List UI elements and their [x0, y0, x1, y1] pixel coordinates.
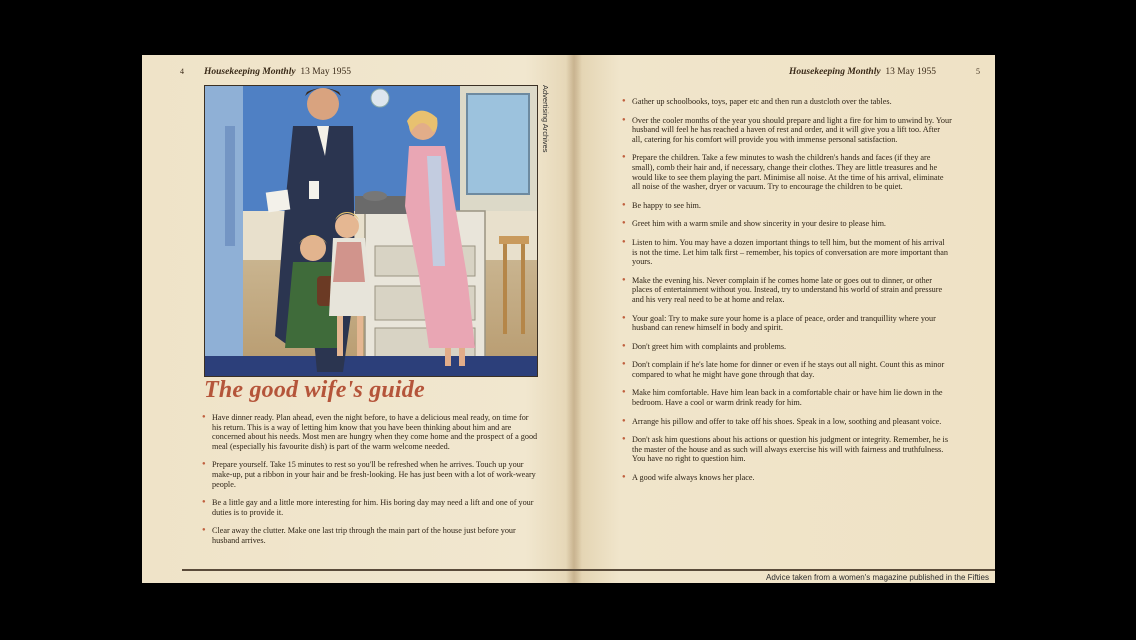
- list-item: ● Arrange his pillow and offer to take off his shoes. Speak in a low, soothing and pleasant voice.: [622, 417, 952, 427]
- list-item: ● Make the evening his. Never complain if he comes home late or goes out to dinner, or other places of entertainment without you. Instead, try to understand his world of strain and pressure and his very real need to be at home and relax.: [622, 276, 952, 305]
- left-tips-list: [202, 413, 540, 555]
- article-title: The good wife's guide: [204, 377, 425, 403]
- list-item: ● Over the cooler months of the year you should prepare and light a fire for him to unwind by. Your husband will feel he has reached a haven of rest and order, and it will give you a lift too. After all, catering for his comfort will provide you with immense personal satisfaction.: [622, 116, 952, 145]
- list-item: ● Have dinner ready. Plan ahead, even the night before, to have a delicious meal ready, on time for his return. This is a way of letting him know that you have been thinking about him and are concerned about his needs. Most men are hungry when they come home and the prospect of a good meal (especially his favourite dish) is part of the warm welcome needed.: [202, 413, 540, 451]
- right-issue-date: 13 May 1955: [885, 67, 936, 77]
- list-item: ● Prepare yourself. Take 15 minutes to rest so you'll be refreshed when he arrives. Touch up your make-up, put a ribbon in your hair and be fresh-looking. He has just been with a lot of work-weary people.: [202, 460, 540, 489]
- bottom-rule: [182, 569, 995, 571]
- left-issue-date: 13 May 1955: [300, 67, 351, 77]
- list-item: ● Be happy to see him.: [622, 201, 952, 211]
- right-page: [574, 55, 995, 583]
- left-magazine-name: Housekeeping Monthly: [204, 67, 296, 77]
- family-kitchen-scene: [205, 86, 537, 376]
- list-item: ● Gather up schoolbooks, toys, paper etc and then run a dustcloth over the tables.: [622, 97, 952, 107]
- list-item: ● Make him comfortable. Have him lean back in a comfortable chair or have him lie down in the bedroom. Have a cool or warm drink ready for him.: [622, 388, 952, 407]
- left-page-header: [204, 67, 351, 77]
- right-tips-list: [622, 97, 952, 492]
- list-item: ● Your goal: Try to make sure your home is a place of peace, order and tranquillity where your husband can renew himself in body and spirit.: [622, 314, 952, 333]
- list-item: ● Listen to him. You may have a dozen important things to tell him, but the moment of his arrival is not the time. Let him talk first – remember, his topics of conversation are more important than yours.: [622, 238, 952, 267]
- footer-caption: Advice taken from a women's magazine published in the Fifties: [766, 573, 989, 582]
- vintage-family-illustration: [204, 85, 538, 377]
- right-page-number: 5: [976, 67, 980, 76]
- left-page-number: 4: [180, 67, 184, 76]
- list-item: ● Greet him with a warm smile and show sincerity in your desire to please him.: [622, 219, 952, 229]
- list-item: ● A good wife always knows her place.: [622, 473, 952, 483]
- list-item: ● Prepare the children. Take a few minutes to wash the children's hands and faces (if they are small), comb their hair and, if necessary, change their clothes. They are little treasures and he would like to see them playing the part. Minimise all noise. At the time of his arrival, eliminate all noise of the washer, dryer or vacuum. Try to encourage the children to be quiet.: [622, 153, 952, 191]
- list-item: ● Don't ask him questions about his actions or question his judgment or integrity. Remember, he is the master of the house and as such will always exercise his will with fairness and truthfulness. You have no right to question him.: [622, 435, 952, 464]
- list-item: ● Clear away the clutter. Make one last trip through the main part of the house just before your husband arrives.: [202, 526, 540, 545]
- list-item: ● Don't greet him with complaints and problems.: [622, 342, 952, 352]
- image-credit: Advertising Archives: [541, 85, 550, 153]
- list-item: ● Be a little gay and a little more interesting for him. His boring day may need a lift and one of your duties is to provide it.: [202, 498, 540, 517]
- right-magazine-name: Housekeeping Monthly: [789, 67, 881, 77]
- left-page: [142, 55, 572, 583]
- magazine-spread: [142, 55, 995, 583]
- right-page-header: [789, 67, 936, 77]
- list-item: ● Don't complain if he's late home for dinner or even if he stays out all night. Count this as minor compared to what he might have gone through that day.: [622, 360, 952, 379]
